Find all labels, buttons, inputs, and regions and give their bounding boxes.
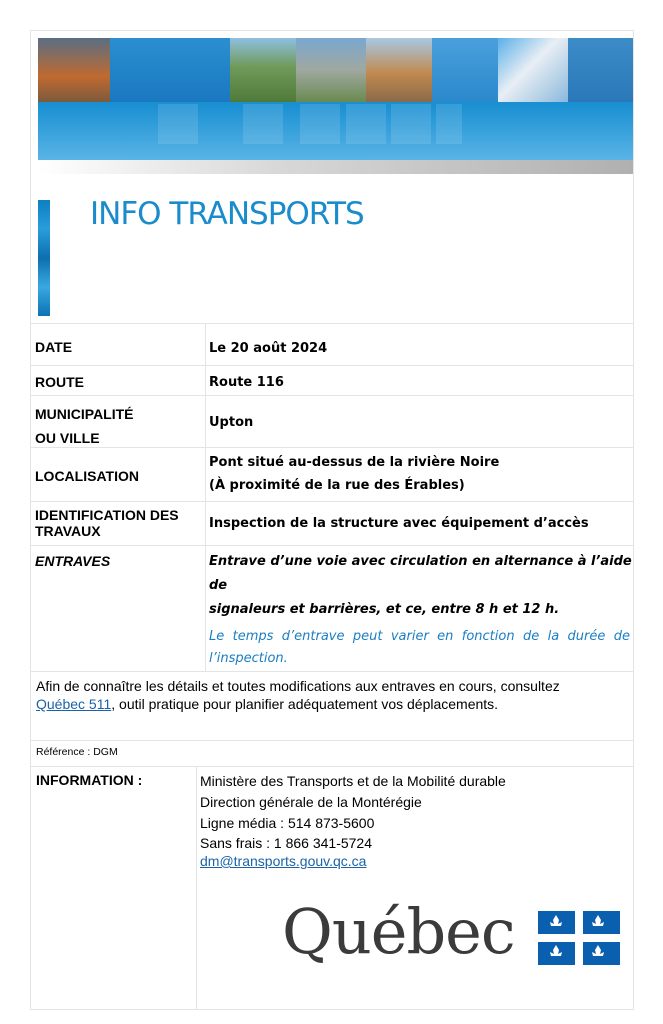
row-route bbox=[30, 365, 634, 395]
information-contact bbox=[200, 771, 506, 869]
table-column-divider bbox=[205, 323, 206, 671]
photo-highway bbox=[296, 38, 366, 102]
toll-free-line: Sans frais : 1 866 341-5724 bbox=[200, 835, 373, 851]
municipalite-value: Upton bbox=[209, 415, 254, 430]
title-accent-bar bbox=[38, 200, 50, 316]
reference-divider bbox=[30, 740, 634, 741]
photo-structure bbox=[568, 38, 633, 102]
wheel-icon bbox=[346, 104, 386, 144]
localisation-value: Pont situé au-dessus de la rivière Noire (À proximité de la rue des Érables) bbox=[209, 455, 500, 493]
photo-tiles bbox=[110, 38, 230, 102]
row-localisation bbox=[30, 447, 634, 501]
entraves-label: ENTRAVES bbox=[35, 553, 111, 569]
route-value: Route 116 bbox=[209, 375, 284, 390]
travaux-value: Inspection de la structure avec équipement d’accès bbox=[209, 516, 589, 531]
header-banner bbox=[38, 38, 633, 174]
date-value: Le 20 août 2024 bbox=[209, 341, 328, 356]
photo-road bbox=[230, 38, 296, 102]
photo-port bbox=[366, 38, 432, 102]
row-entraves bbox=[30, 545, 634, 671]
row-municipalite bbox=[30, 395, 634, 447]
photo-workers bbox=[38, 38, 110, 102]
contact-email-link[interactable]: dm@transports.gouv.qc.ca bbox=[200, 853, 367, 869]
localisation-label: LOCALISATION bbox=[35, 468, 139, 484]
table-bottom-border bbox=[30, 671, 634, 672]
info-column-divider bbox=[196, 766, 197, 1009]
information-label: INFORMATION : bbox=[36, 772, 143, 788]
fleurdelise-flag-icon bbox=[538, 911, 620, 965]
municipalite-label: MUNICIPALITÉ OU VILLE bbox=[35, 406, 134, 446]
photo-sky bbox=[432, 38, 498, 102]
transit-icon bbox=[300, 104, 340, 144]
information-divider bbox=[30, 766, 634, 767]
route-shield-icon bbox=[436, 104, 462, 144]
entraves-value: Entrave d’une voie avec circulation en alternance à l’aide de signaleurs et barrières, et ce, entre 8 h et 12 h. bbox=[209, 554, 632, 617]
photo-bridge bbox=[498, 38, 568, 102]
ministry-name: Ministère des Transports et de la Mobilité durable bbox=[200, 773, 506, 789]
entraves-note: Le temps d’entrave peut varier en fonction de la durée de l’inspection. bbox=[209, 629, 630, 666]
row-travaux bbox=[30, 501, 634, 545]
notice-text: Afin de connaître les détails et toutes modifications aux entraves en cours, consultez Québec 511, outil pratique pour planifier adéquatement vos déplacements. bbox=[36, 678, 560, 712]
page-title: INFO TRANSPORTS bbox=[90, 196, 364, 232]
date-label: DATE bbox=[35, 339, 73, 355]
quebec-logo-text: Québec bbox=[282, 895, 515, 968]
row-date bbox=[30, 323, 634, 365]
quebec-511-link[interactable]: Québec 511 bbox=[36, 696, 112, 712]
media-line: Ligne média : 514 873-5600 bbox=[200, 815, 375, 831]
direction-name: Direction générale de la Montérégie bbox=[200, 794, 422, 810]
travaux-label: IDENTIFICATION DES TRAVAUX bbox=[35, 507, 179, 539]
reference-text: Référence : DGM bbox=[36, 746, 118, 758]
document-icon bbox=[391, 104, 431, 144]
route-label: ROUTE bbox=[35, 374, 84, 390]
